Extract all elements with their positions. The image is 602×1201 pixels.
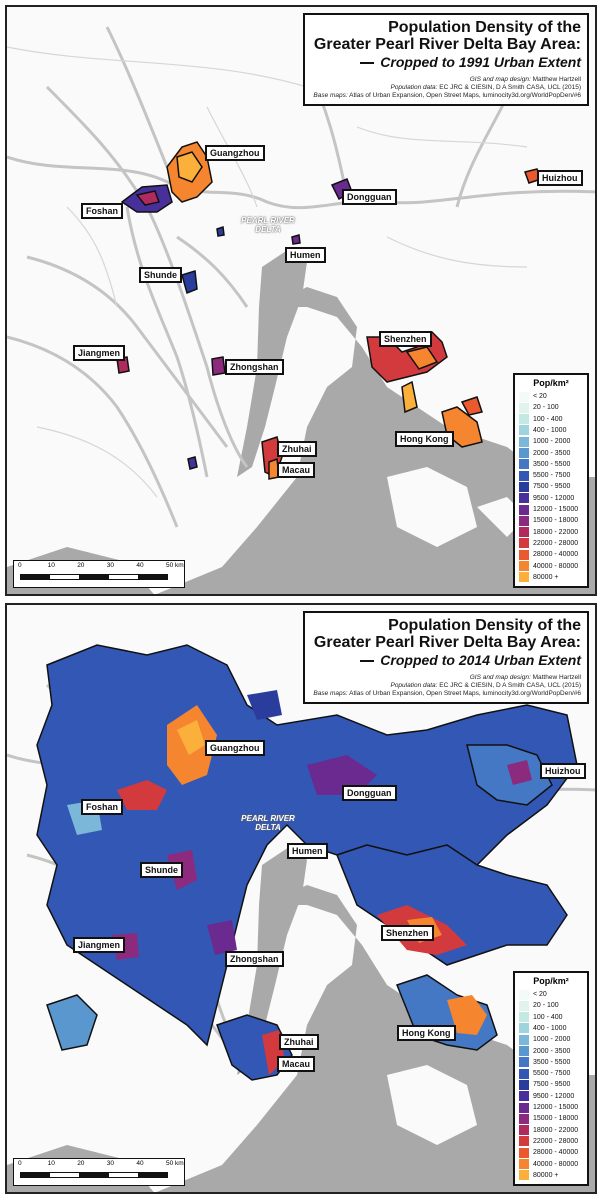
- legend-swatch: [519, 1170, 529, 1180]
- city-label-shunde: Shunde: [139, 267, 182, 283]
- legend-row: [519, 470, 583, 481]
- credits: [311, 76, 581, 100]
- legend-row: [519, 1170, 583, 1181]
- legend-row: [519, 459, 583, 470]
- legend-row: [519, 1057, 583, 1068]
- legend-label: 3500 - 5500: [533, 1058, 571, 1066]
- legend-label: 400 - 1000: [533, 426, 567, 434]
- delta-line-1: PEARL RIVER: [241, 814, 295, 823]
- scale-bar-1991: [13, 560, 185, 588]
- legend-row: [519, 504, 583, 515]
- city-label-shenzhen: Shenzhen: [381, 925, 434, 941]
- dash-icon: [360, 660, 374, 662]
- legend-label: 40000 - 80000: [533, 562, 579, 570]
- legend-row: [519, 1023, 583, 1034]
- legend-row: [519, 1091, 583, 1102]
- legend-row: [519, 515, 583, 526]
- legend-label: 1000 - 2000: [533, 1036, 571, 1044]
- legend-label: 40000 - 80000: [533, 1160, 579, 1168]
- title-line-1: Population Density of the: [388, 19, 581, 36]
- legend-swatch: [519, 414, 529, 424]
- legend-label: 28000 - 40000: [533, 1149, 579, 1157]
- city-label-hong-kong: Hong Kong: [397, 1025, 456, 1041]
- legend-swatch: [519, 561, 529, 571]
- legend-swatch: [519, 538, 529, 548]
- legend-swatch: [519, 527, 529, 537]
- subtitle-text: Cropped to 2014 Urban Extent: [380, 652, 581, 668]
- legend-swatch: [519, 505, 529, 515]
- scale-tick-label: 30: [106, 562, 115, 569]
- legend-row: [519, 1147, 583, 1158]
- legend-label: 7500 - 9500: [533, 483, 571, 491]
- legend-swatch: [519, 572, 529, 582]
- legend-label: 2000 - 3500: [533, 1047, 571, 1055]
- legend-swatch: [519, 1125, 529, 1135]
- city-label-foshan: Foshan: [81, 203, 123, 219]
- legend-label: 28000 - 40000: [533, 551, 579, 559]
- legend-label: < 20: [533, 991, 547, 999]
- legend-label: 1000 - 2000: [533, 438, 571, 446]
- map-panel-2014: [5, 603, 597, 1194]
- city-label-jiangmen: Jiangmen: [73, 345, 125, 361]
- credits: [311, 674, 581, 698]
- legend-row: [519, 481, 583, 492]
- city-label-huizhou: Huizhou: [537, 170, 583, 186]
- credit-data: Population data: EC JRC & CIESIN, D A Smith CASA, UCL (2015): [390, 682, 581, 689]
- scale-tick-label: 0: [18, 1160, 22, 1167]
- legend-swatch: [519, 516, 529, 526]
- scale-ticks: [14, 1160, 184, 1170]
- city-label-macau: Macau: [277, 462, 315, 478]
- legend-label: 12000 - 15000: [533, 506, 579, 514]
- legend-label: 22000 - 28000: [533, 539, 579, 547]
- legend-row: [519, 989, 583, 1000]
- density-legend-1991: [513, 373, 589, 588]
- city-label-shenzhen: Shenzhen: [379, 331, 432, 347]
- legend-swatch: [519, 437, 529, 447]
- map-panel-1991: [5, 5, 597, 596]
- legend-label: 100 - 400: [533, 1013, 563, 1021]
- city-label-zhongshan: Zhongshan: [225, 951, 284, 967]
- city-label-guangzhou: Guangzhou: [205, 145, 265, 161]
- legend-row: [519, 1034, 583, 1045]
- legend-label: 15000 - 18000: [533, 1115, 579, 1123]
- legend-row: [519, 391, 583, 402]
- legend-row: [519, 1068, 583, 1079]
- city-label-zhongshan: Zhongshan: [225, 359, 284, 375]
- urban-extent-2014: [37, 645, 577, 1080]
- legend-row: [519, 549, 583, 560]
- legend-swatch: [519, 459, 529, 469]
- legend-swatch: [519, 425, 529, 435]
- scale-tick-label: 20: [77, 562, 85, 569]
- legend-label: 15000 - 18000: [533, 517, 579, 525]
- scale-bar-2014: [13, 1158, 185, 1186]
- scale-bar-graphic: [20, 574, 168, 580]
- legend-label: 9500 - 12000: [533, 494, 575, 502]
- legend-swatch: [519, 1001, 529, 1011]
- legend-rows: [519, 391, 583, 583]
- city-label-zhuhai: Zhuhai: [279, 1034, 319, 1050]
- legend-swatch: [519, 482, 529, 492]
- scale-tick-label: 0: [18, 562, 22, 569]
- scale-tick-label: 40: [136, 562, 144, 569]
- legend-row: [519, 425, 583, 436]
- density-legend-2014: [513, 971, 589, 1186]
- legend-swatch: [519, 493, 529, 503]
- city-label-hong-kong: Hong Kong: [395, 431, 454, 447]
- legend-rows: [519, 989, 583, 1181]
- legend-row: [519, 493, 583, 504]
- city-label-jiangmen: Jiangmen: [73, 937, 125, 953]
- legend-row: [519, 1000, 583, 1011]
- legend-row: [519, 1079, 583, 1090]
- legend-label: 20 - 100: [533, 1002, 559, 1010]
- legend-row: [519, 1158, 583, 1169]
- legend-row: [519, 402, 583, 413]
- city-label-guangzhou: Guangzhou: [205, 740, 265, 756]
- legend-swatch: [519, 550, 529, 560]
- subtitle: [311, 652, 581, 668]
- legend-label: 2000 - 3500: [533, 449, 571, 457]
- legend-swatch: [519, 1148, 529, 1158]
- credit-data: Population data: EC JRC & CIESIN, D A Smith CASA, UCL (2015): [390, 84, 581, 91]
- title-box-1991: [303, 13, 589, 106]
- legend-swatch: [519, 1091, 529, 1101]
- legend-row: [519, 560, 583, 571]
- legend-row: [519, 572, 583, 583]
- title-line-1: Population Density of the: [388, 617, 581, 634]
- subtitle-text: Cropped to 1991 Urban Extent: [380, 54, 581, 70]
- legend-row: [519, 538, 583, 549]
- legend-row: [519, 527, 583, 538]
- credit-base: Base maps: Atlas of Urban Expansion, Open Street Maps, luminocity3d.org/WorldPopDen/#6: [313, 92, 581, 99]
- legend-label: 400 - 1000: [533, 1024, 567, 1032]
- legend-row: [519, 1113, 583, 1124]
- pearl-river-delta-label: [233, 216, 303, 234]
- legend-swatch: [519, 471, 529, 481]
- legend-title: Pop/km²: [533, 975, 569, 986]
- legend-label: 20 - 100: [533, 404, 559, 412]
- legend-swatch: [519, 1136, 529, 1146]
- legend-label: < 20: [533, 393, 547, 401]
- city-label-shunde: Shunde: [140, 862, 183, 878]
- legend-swatch: [519, 1012, 529, 1022]
- scale-tick-label: 30: [106, 1160, 115, 1167]
- subtitle: [311, 54, 581, 70]
- legend-row: [519, 1125, 583, 1136]
- delta-line-2: DELTA: [255, 823, 281, 832]
- scale-tick-label: 20: [77, 1160, 85, 1167]
- legend-row: [519, 436, 583, 447]
- legend-label: 9500 - 12000: [533, 1092, 575, 1100]
- scale-tick-label: 10: [47, 562, 55, 569]
- credit-design: GIS and map design: Matthew Hartzell: [469, 76, 581, 83]
- city-label-humen: Humen: [287, 843, 328, 859]
- legend-label: 18000 - 22000: [533, 528, 579, 536]
- legend-row: [519, 1136, 583, 1147]
- legend-label: 12000 - 15000: [533, 1104, 579, 1112]
- legend-label: 18000 - 22000: [533, 1126, 579, 1134]
- legend-swatch: [519, 1080, 529, 1090]
- legend-row: [519, 1012, 583, 1023]
- legend-swatch: [519, 1023, 529, 1033]
- city-label-zhuhai: Zhuhai: [277, 441, 317, 457]
- pearl-river-delta-label: [233, 814, 303, 832]
- legend-row: [519, 447, 583, 458]
- legend-swatch: [519, 1057, 529, 1067]
- scale-bar-graphic: [20, 1172, 168, 1178]
- legend-row: [519, 1102, 583, 1113]
- legend-swatch: [519, 1114, 529, 1124]
- legend-label: 5500 - 7500: [533, 1070, 571, 1078]
- title-box-2014: [303, 611, 589, 704]
- title-line-2: Greater Pearl River Delta Bay Area:: [313, 36, 581, 53]
- legend-swatch: [519, 1035, 529, 1045]
- legend-label: 22000 - 28000: [533, 1137, 579, 1145]
- credit-design: GIS and map design: Matthew Hartzell: [469, 674, 581, 681]
- legend-label: 80000 +: [533, 573, 559, 581]
- city-label-dongguan: Dongguan: [342, 189, 397, 205]
- legend-swatch: [519, 1103, 529, 1113]
- scale-tick-label: 40: [136, 1160, 144, 1167]
- city-label-macau: Macau: [277, 1056, 315, 1072]
- scale-tick-label: 50 km: [166, 562, 184, 569]
- legend-label: 80000 +: [533, 1171, 559, 1179]
- legend-label: 3500 - 5500: [533, 460, 571, 468]
- city-label-humen: Humen: [285, 247, 326, 263]
- legend-swatch: [519, 1069, 529, 1079]
- legend-row: [519, 414, 583, 425]
- delta-line-2: DELTA: [255, 225, 281, 234]
- city-label-dongguan: Dongguan: [342, 785, 397, 801]
- legend-swatch: [519, 403, 529, 413]
- city-label-foshan: Foshan: [81, 799, 123, 815]
- legend-swatch: [519, 392, 529, 402]
- dash-icon: [360, 62, 374, 64]
- legend-label: 7500 - 9500: [533, 1081, 571, 1089]
- legend-row: [519, 1045, 583, 1056]
- legend-swatch: [519, 448, 529, 458]
- legend-label: 100 - 400: [533, 415, 563, 423]
- legend-title: Pop/km²: [533, 377, 569, 388]
- scale-ticks: [14, 562, 184, 572]
- legend-swatch: [519, 990, 529, 1000]
- legend-swatch: [519, 1046, 529, 1056]
- delta-line-1: PEARL RIVER: [241, 216, 295, 225]
- scale-tick-label: 50 km: [166, 1160, 184, 1167]
- city-label-huizhou: Huizhou: [540, 763, 586, 779]
- scale-tick-label: 10: [47, 1160, 55, 1167]
- legend-swatch: [519, 1159, 529, 1169]
- title-line-2: Greater Pearl River Delta Bay Area:: [313, 634, 581, 651]
- legend-label: 5500 - 7500: [533, 472, 571, 480]
- credit-base: Base maps: Atlas of Urban Expansion, Open Street Maps, luminocity3d.org/WorldPopDen/#6: [313, 690, 581, 697]
